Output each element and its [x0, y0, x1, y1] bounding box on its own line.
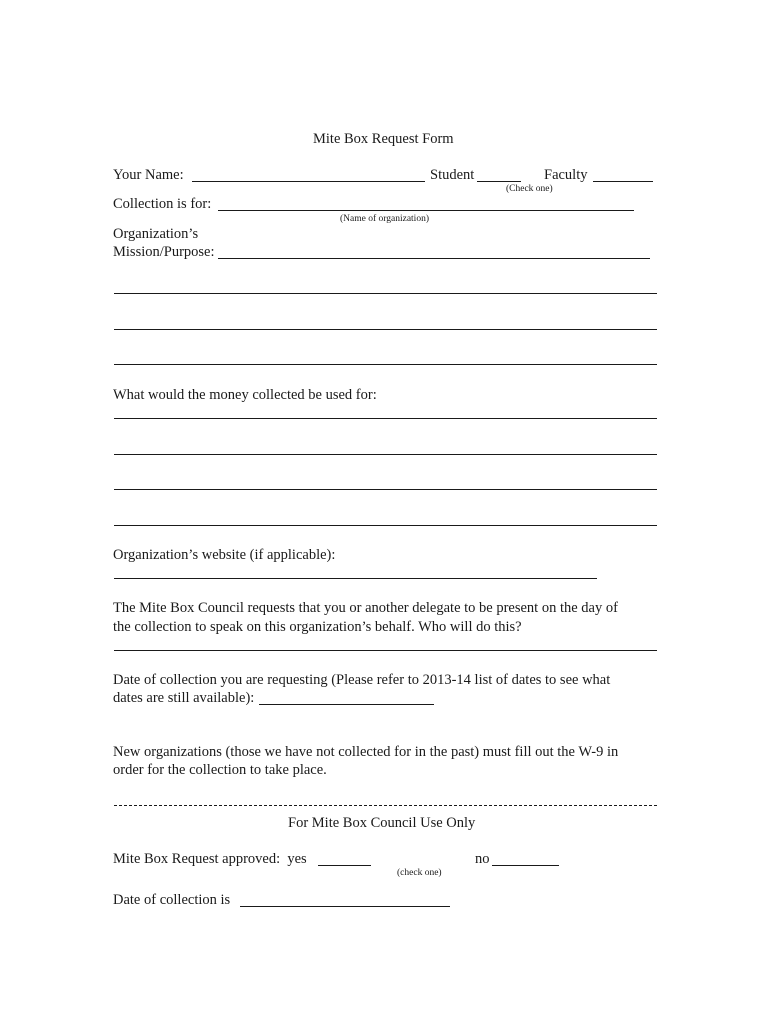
organization-name-field[interactable] [218, 210, 634, 211]
mission-field-line[interactable] [114, 364, 657, 365]
new-org-line1: New organizations (those we have not collected for in the past) must fill out the W-9 in [113, 744, 619, 760]
delegate-text-line1: The Mite Box Council requests that you or another delegate to be present on the day of [113, 600, 618, 616]
faculty-label: Faculty [544, 167, 588, 183]
money-use-field-line[interactable] [114, 454, 657, 455]
delegate-text-line2: the collection to speak on this organization’s behalf. Who will do this? [113, 619, 522, 635]
date-collection-field[interactable] [240, 906, 450, 907]
date-request-line1: Date of collection you are requesting (Please refer to 2013-14 list of dates to see what [113, 672, 611, 688]
approved-label: Mite Box Request approved: yes [113, 851, 307, 867]
money-use-label: What would the money collected be used for: [113, 387, 377, 403]
student-checkbox-line[interactable] [477, 181, 521, 182]
money-use-field-line[interactable] [114, 489, 657, 490]
form-title: Mite Box Request Form [313, 131, 454, 147]
requested-date-field[interactable] [259, 704, 434, 705]
approved-yes-line[interactable] [318, 865, 371, 866]
organization-name-note: (Name of organization) [340, 214, 429, 224]
date-request-line2: dates are still available): [113, 690, 255, 706]
mission-field-line[interactable] [218, 258, 650, 259]
your-name-field[interactable] [192, 181, 425, 182]
check-one-lower-note: (check one) [397, 868, 442, 878]
mission-field-line[interactable] [114, 329, 657, 330]
delegate-field[interactable] [114, 650, 657, 651]
approved-no-line[interactable] [492, 865, 559, 866]
office-use-heading: For Mite Box Council Use Only [288, 815, 476, 831]
mission-field-line[interactable] [114, 293, 657, 294]
collection-for-label: Collection is for: [113, 196, 212, 212]
check-one-note: (Check one) [506, 184, 553, 194]
website-label: Organization’s website (if applicable): [113, 547, 336, 563]
money-use-field-line[interactable] [114, 418, 657, 419]
your-name-label: Your Name: [113, 167, 184, 183]
faculty-checkbox-line[interactable] [593, 181, 653, 182]
website-field[interactable] [114, 578, 597, 579]
approved-no-label: no [475, 851, 490, 867]
money-use-field-line[interactable] [114, 525, 657, 526]
new-org-line2: order for the collection to take place. [113, 762, 327, 778]
mission-label-line2: Mission/Purpose: [113, 244, 215, 260]
section-divider [114, 805, 657, 806]
mission-label-line1: Organization’s [113, 226, 199, 242]
date-collection-label: Date of collection is [113, 892, 231, 908]
student-label: Student [430, 167, 475, 183]
